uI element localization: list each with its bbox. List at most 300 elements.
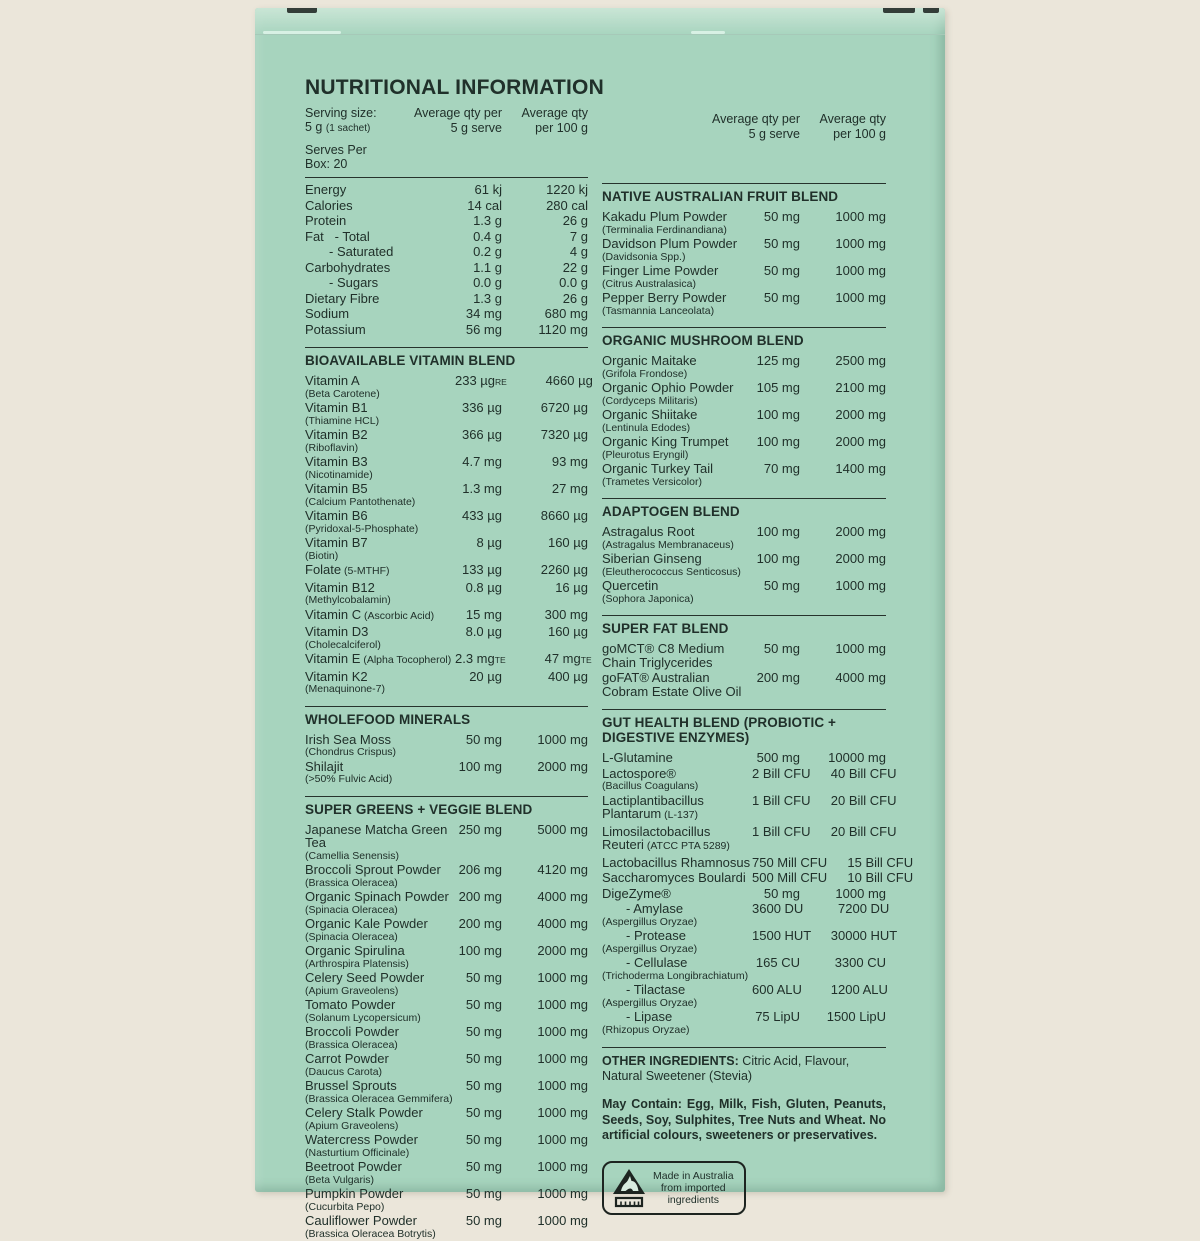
qty-per-100g-value: 26 g — [502, 214, 588, 228]
qty-per-serve-value: 2.3 mgTE — [455, 652, 506, 668]
section-rows — [305, 823, 588, 1241]
qty-per-100g-value: 400 µg — [502, 670, 588, 684]
nutrient-name-note: (5-MTHF) — [341, 565, 389, 577]
qty-per-100g-value: 2500 mg — [800, 354, 886, 368]
nutrient-name: Pumpkin Powder (Cucurbita Pepo) — [305, 1187, 455, 1212]
flap-shadow-notch — [883, 8, 915, 13]
qty-per-100g-value: 160 µg — [502, 536, 588, 550]
nutrient-row — [305, 401, 588, 428]
qty-per-serve-value: 0.0 g — [455, 276, 502, 290]
qty-per-100g-value: 1500 LipU — [800, 1010, 886, 1024]
qty-per-serve-value: 2 Bill CFU — [752, 767, 811, 781]
nutrient-name: Energy — [305, 183, 455, 197]
divider — [602, 327, 886, 328]
qty-per-100g-value: 1000 mg — [800, 642, 886, 656]
nutrient-row — [305, 1214, 588, 1241]
nutrient-name: goFAT® Australian Cobram Estate Olive Oil — [602, 671, 752, 698]
nutrient-row — [305, 652, 588, 670]
nutrient-name: Organic Spirulina (Arthrospira Platensis) — [305, 944, 455, 969]
nutrient-row — [305, 1160, 588, 1187]
nutrient-row — [305, 536, 588, 563]
nutrient-name: - Protease (Aspergillus Oryzae) — [602, 929, 752, 954]
nutrient-name: Celery Stalk Powder (Apium Graveolens) — [305, 1106, 455, 1131]
qty-per-serve-value: 100 mg — [752, 552, 800, 566]
nutrient-row — [305, 1187, 588, 1214]
qty-per-serve-value: 50 mg — [455, 971, 502, 985]
divider — [305, 796, 588, 797]
nutrient-name: Limosilactobacillus Reuteri (ATCC PTA 5289) — [602, 825, 752, 854]
qty-per-serve-value: 50 mg — [455, 1079, 502, 1093]
nutrition-section — [602, 498, 886, 606]
allergen-statement: May Contain: Egg, Milk, Fish, Gluten, Peanuts, Seeds, Soy, Sulphites, Tree Nuts and Wheat. No artificial colours, sweeteners or preservatives. — [602, 1097, 886, 1144]
nutrient-row — [305, 261, 588, 277]
nutrient-row — [305, 1133, 588, 1160]
qty-per-100g-value: 1000 mg — [502, 1187, 588, 1201]
qty-per-serve-value: 50 mg — [752, 210, 800, 224]
nutrient-row — [602, 642, 886, 671]
qty-per-serve-value: 100 mg — [455, 760, 502, 774]
qty-per-serve-value: 8.0 µg — [455, 625, 502, 639]
qty-per-100g-value: 2000 mg — [800, 525, 886, 539]
qty-per-100g-value: 93 mg — [502, 455, 588, 469]
divider — [602, 183, 886, 184]
qty-per-100g-value: 1000 mg — [502, 733, 588, 747]
other-ingredients — [602, 1054, 886, 1084]
nutrient-name: Dietary Fibre — [305, 292, 455, 306]
qty-per-serve-value: 0.2 g — [455, 245, 502, 259]
nutrient-name: Astragalus Root (Astragalus Membranaceus) — [602, 525, 752, 550]
nutrient-row — [602, 983, 886, 1010]
nutrient-botanical-name: (Trametes Versicolor) — [602, 477, 752, 488]
qty-per-serve-value: 250 mg — [455, 823, 502, 837]
divider — [602, 615, 886, 616]
nutrient-name: Vitamin B5 (Calcium Pantothenate) — [305, 482, 455, 507]
qty-per-serve-value: 75 LipU — [752, 1010, 800, 1024]
nutrient-name: - Cellulase (Trichoderma Longibrachiatum) — [602, 956, 752, 981]
qty-per-serve-value: 433 µg — [455, 509, 502, 523]
qty-per-serve-value: 61 kj — [455, 183, 502, 197]
qty-per-serve-value: 500 Mill CFU — [752, 871, 827, 885]
qty-per-100g-value: 1000 mg — [800, 237, 886, 251]
nutrient-row — [602, 902, 886, 929]
nutrient-botanical-name: (Trichoderma Longibrachiatum) — [602, 971, 752, 982]
qty-per-100g-value: 16 µg — [502, 581, 588, 595]
qty-per-100g-value: 7320 µg — [502, 428, 588, 442]
unit-suffix: TE — [495, 655, 506, 665]
nutrient-name: Fat - Total — [305, 230, 455, 244]
nutrient-name: Brussel Sprouts (Brassica Oleracea Gemmifera) — [305, 1079, 455, 1104]
nutrient-botanical-name: (Brassica Oleracea Botrytis) — [305, 1229, 455, 1240]
nutrient-name: Vitamin B12 (Methylcobalamin) — [305, 581, 455, 606]
nutrient-name: Broccoli Sprout Powder (Brassica Oleracea) — [305, 863, 455, 888]
nutrient-botanical-name: (Pyridoxal-5-Phosphate) — [305, 524, 455, 535]
nutrient-name: Beetroot Powder (Beta Vulgaris) — [305, 1160, 455, 1185]
qty-per-100g-value: 300 mg — [502, 608, 588, 622]
nutrition-section — [305, 706, 588, 787]
qty-per-100g-value: 10000 mg — [800, 751, 886, 765]
qty-per-serve-value: 233 µgRE — [455, 374, 507, 390]
nutrient-name: Vitamin E (Alpha Tocopherol) — [305, 652, 455, 668]
qty-per-100g-value: 4660 µg — [507, 374, 593, 388]
section-title: ADAPTOGEN BLEND — [602, 504, 886, 519]
nutrient-name: Vitamin D3 (Cholecalciferol) — [305, 625, 455, 650]
nutrition-section — [305, 177, 588, 338]
qty-per-serve-value: 0.4 g — [455, 230, 502, 244]
unit-suffix: TE — [581, 655, 592, 665]
nutrient-row — [305, 323, 588, 339]
right-column — [602, 8, 886, 1215]
section-title: SUPER GREENS + VEGGIE BLEND — [305, 802, 588, 817]
nutrient-name: Saccharomyces Boulardi — [602, 871, 752, 885]
nutrition-section — [602, 327, 886, 489]
nutrient-row — [305, 292, 588, 308]
qty-per-100g-value: 22 g — [502, 261, 588, 275]
nutrient-row — [602, 871, 886, 887]
nutrient-name: Japanese Matcha Green Tea (Camellia Senensis) — [305, 823, 455, 862]
qty-per-100g-header: Average qty per 100 g — [800, 112, 886, 142]
qty-per-100g-value: 1000 mg — [502, 1106, 588, 1120]
nutrient-botanical-name: (Biotin) — [305, 551, 455, 562]
other-ingredients-text: Citric Acid, Flavour, Natural Sweetener (Stevia) — [602, 1054, 849, 1083]
qty-per-100g-value: 47 mgTE — [506, 652, 592, 668]
nutrient-row — [305, 1052, 588, 1079]
section-rows — [305, 374, 588, 697]
qty-per-100g-value: 1000 mg — [502, 1079, 588, 1093]
section-rows — [602, 525, 886, 606]
nutrient-name: Organic Ophio Powder (Cordyceps Militaris) — [602, 381, 752, 406]
nutrient-name: Tomato Powder (Solanum Lycopersicum) — [305, 998, 455, 1023]
qty-per-serve-value: 125 mg — [752, 354, 800, 368]
qty-per-100g-value: 2260 µg — [502, 563, 588, 577]
qty-per-100g-value: 3300 CU — [800, 956, 886, 970]
nutrient-name: Organic Maitake (Grifola Frondose) — [602, 354, 752, 379]
divider — [305, 177, 588, 178]
nutrient-row — [305, 1025, 588, 1052]
qty-per-serve-value: 336 µg — [455, 401, 502, 415]
nutrient-name: Vitamin B2 (Riboflavin) — [305, 428, 455, 453]
nutrient-botanical-name: (Bacillus Coagulans) — [602, 781, 752, 792]
nutrient-name: Shilajit (>50% Fulvic Acid) — [305, 760, 455, 785]
qty-per-serve-value: 3600 DU — [752, 902, 803, 916]
panel-title: NUTRITIONAL INFORMATION — [305, 76, 588, 100]
table-header-left — [305, 106, 588, 168]
qty-per-serve-value: 1.3 mg — [455, 482, 502, 496]
nutrient-botanical-name: (Terminalia Ferdinandiana) — [602, 225, 752, 236]
qty-per-serve-value: 750 Mill CFU — [752, 856, 827, 870]
nutrient-botanical-name: (Camellia Senensis) — [305, 851, 455, 862]
nutrient-row — [305, 1079, 588, 1106]
qty-per-100g-value: 20 Bill CFU — [811, 825, 897, 839]
nutrient-row — [305, 199, 588, 215]
qty-per-serve-value: 165 CU — [752, 956, 800, 970]
section-rows — [305, 183, 588, 338]
nutrient-row — [602, 237, 886, 264]
qty-per-serve-value: 50 mg — [455, 1160, 502, 1174]
nutrient-name: Vitamin B7 (Biotin) — [305, 536, 455, 561]
qty-per-100g-value: 2000 mg — [800, 552, 886, 566]
nutrition-section — [602, 183, 886, 318]
qty-per-serve-value: 50 mg — [455, 1052, 502, 1066]
nutrient-botanical-name: (Daucus Carota) — [305, 1067, 455, 1078]
nutrient-name: Calories — [305, 199, 455, 213]
section-rows — [602, 210, 886, 318]
nutrient-botanical-name: (Arthrospira Platensis) — [305, 959, 455, 970]
qty-per-serve-value: 50 mg — [752, 642, 800, 656]
qty-per-serve-value: 133 µg — [455, 563, 502, 577]
qty-per-serve-value: 100 mg — [752, 525, 800, 539]
nutrient-name-note: (L-137) — [661, 809, 698, 821]
nutrient-name: Folate (5-MTHF) — [305, 563, 455, 579]
qty-per-serve-value: 600 ALU — [752, 983, 802, 997]
divider — [602, 709, 886, 710]
other-ingredients-label: OTHER INGREDIENTS: — [602, 1054, 739, 1068]
nutrient-name: Vitamin B3 (Nicotinamide) — [305, 455, 455, 480]
nutrient-row — [602, 767, 886, 794]
qty-per-serve-value: 1.3 g — [455, 292, 502, 306]
nutrient-botanical-name: (Menaquinone-7) — [305, 684, 455, 695]
nutrition-section — [305, 796, 588, 1241]
qty-per-100g-value: 40 Bill CFU — [811, 767, 897, 781]
nutrient-botanical-name: (Sophora Japonica) — [602, 594, 752, 605]
nutrient-row — [305, 863, 588, 890]
qty-per-100g-value: 1000 mg — [502, 998, 588, 1012]
qty-per-serve-value: 14 cal — [455, 199, 502, 213]
qty-per-100g-value: 4000 mg — [502, 917, 588, 931]
nutrient-row — [602, 408, 886, 435]
qty-per-100g-value: 1000 mg — [800, 887, 886, 901]
qty-per-100g-value: 8660 µg — [502, 509, 588, 523]
nutrient-name: DigeZyme® — [602, 887, 752, 901]
nutrient-name: Watercress Powder (Nasturtium Officinale) — [305, 1133, 455, 1158]
nutrient-name: Quercetin (Sophora Japonica) — [602, 579, 752, 604]
serving-size-label: Serving size: 5 g (1 sachet) — [305, 106, 400, 136]
nutrient-botanical-name: (Thiamine HCL) — [305, 416, 455, 427]
australian-made-icon — [612, 1168, 646, 1208]
qty-per-100g-value: 1200 ALU — [802, 983, 888, 997]
nutrient-row — [602, 435, 886, 462]
nutrient-botanical-name: (Spinacia Oleracea) — [305, 905, 455, 916]
nutrient-botanical-name: (Brassica Oleracea) — [305, 878, 455, 889]
nutrient-name: - Tilactase (Aspergillus Oryzae) — [602, 983, 752, 1008]
nutrition-section — [305, 347, 588, 697]
qty-per-serve-header: Average qty per 5 g serve — [400, 106, 502, 136]
qty-per-serve-value: 1500 HUT — [752, 929, 811, 943]
nutrient-name: Lactobacillus Rhamnosus — [602, 856, 752, 870]
badge-text: Made in Australia from imported ingredients — [653, 1170, 734, 1206]
left-column — [305, 8, 588, 1241]
qty-per-100g-value: 4000 mg — [502, 890, 588, 904]
nutrient-botanical-name: (Grifola Frondose) — [602, 369, 752, 380]
table-header-right — [602, 112, 886, 174]
nutrient-name: Sodium — [305, 307, 455, 321]
nutrient-botanical-name: (Apium Graveolens) — [305, 986, 455, 997]
nutrient-row — [305, 183, 588, 199]
qty-per-100g-value: 1000 mg — [502, 1214, 588, 1228]
product-box-back-panel — [255, 8, 945, 1192]
qty-per-serve-value: 0.8 µg — [455, 581, 502, 595]
qty-per-serve-value: 50 mg — [752, 291, 800, 305]
qty-per-100g-value: 2000 mg — [502, 760, 588, 774]
nutrient-botanical-name: (Beta Carotene) — [305, 389, 455, 400]
nutrient-botanical-name: (Astragalus Membranaceus) — [602, 540, 752, 551]
flap-shadow-notch — [923, 8, 939, 13]
nutrient-name: Vitamin A (Beta Carotene) — [305, 374, 455, 399]
nutrient-row — [305, 428, 588, 455]
qty-per-serve-value: 56 mg — [455, 323, 502, 337]
nutrient-name: - Lipase (Rhizopus Oryzae) — [602, 1010, 752, 1035]
nutrient-row — [305, 307, 588, 323]
nutrient-row — [602, 856, 886, 872]
nutrient-name: Celery Seed Powder (Apium Graveolens) — [305, 971, 455, 996]
qty-per-serve-value: 70 mg — [752, 462, 800, 476]
nutrient-botanical-name: (Davidsonia Spp.) — [602, 252, 752, 263]
qty-per-serve-value: 8 µg — [455, 536, 502, 550]
nutrient-row — [305, 1106, 588, 1133]
divider — [602, 498, 886, 499]
nutrient-row — [602, 794, 886, 825]
nutrient-botanical-name: (Cucurbita Pepo) — [305, 1202, 455, 1213]
nutrient-row — [305, 214, 588, 230]
qty-per-serve-value: 1 Bill CFU — [752, 825, 811, 839]
nutrient-name: Organic Spinach Powder (Spinacia Oleracea) — [305, 890, 455, 915]
nutrient-botanical-name: (Eleutherococcus Senticosus) — [602, 567, 752, 578]
nutrient-botanical-name: (Methylcobalamin) — [305, 595, 455, 606]
qty-per-100g-value: 7 g — [502, 230, 588, 244]
serving-size-note: (1 sachet) — [326, 123, 370, 134]
nutrient-name: Vitamin C (Ascorbic Acid) — [305, 608, 455, 624]
nutrient-botanical-name: (Riboflavin) — [305, 443, 455, 454]
section-title: ORGANIC MUSHROOM BLEND — [602, 333, 886, 348]
nutrient-row — [305, 230, 588, 246]
qty-per-100g-value: 30000 HUT — [811, 929, 897, 943]
nutrient-row — [602, 825, 886, 856]
nutrient-botanical-name: (Apium Graveolens) — [305, 1121, 455, 1132]
section-rows — [602, 642, 886, 700]
qty-per-serve-value: 366 µg — [455, 428, 502, 442]
nutrient-name: Lactospore® (Bacillus Coagulans) — [602, 767, 752, 792]
qty-per-100g-value: 1000 mg — [502, 1052, 588, 1066]
nutrient-botanical-name: (Cholecalciferol) — [305, 640, 455, 651]
nutrient-name: - Sugars — [305, 276, 455, 290]
nutrient-row — [305, 563, 588, 581]
section-rows — [602, 751, 886, 1037]
nutrient-botanical-name: (Beta Vulgaris) — [305, 1175, 455, 1186]
qty-per-serve-value: 200 mg — [455, 917, 502, 931]
qty-per-serve-value: 50 mg — [455, 1187, 502, 1201]
qty-per-100g-value: 4120 mg — [502, 863, 588, 877]
qty-per-100g-value: 1000 mg — [800, 210, 886, 224]
qty-per-serve-value: 50 mg — [752, 887, 800, 901]
section-rows — [602, 354, 886, 489]
nutrient-botanical-name: (Pleurotus Eryngil) — [602, 450, 752, 461]
nutrient-botanical-name: (Aspergillus Oryzae) — [602, 917, 752, 928]
nutrient-row — [602, 552, 886, 579]
left-sections — [305, 177, 588, 1241]
nutrient-botanical-name: (Tasmannia Lanceolata) — [602, 306, 752, 317]
nutrient-name: Siberian Ginseng (Eleutherococcus Senticosus) — [602, 552, 752, 577]
qty-per-100g-value: 1000 mg — [800, 264, 886, 278]
nutrient-name: Irish Sea Moss (Chondrus Crispus) — [305, 733, 455, 758]
made-in-australia-badge — [602, 1161, 746, 1215]
nutrient-row — [305, 760, 588, 787]
qty-per-serve-value: 50 mg — [455, 1025, 502, 1039]
nutrient-botanical-name: (>50% Fulvic Acid) — [305, 774, 455, 785]
nutrient-row — [305, 944, 588, 971]
nutrient-name: Vitamin K2 (Menaquinone-7) — [305, 670, 455, 695]
qty-per-100g-value: 4000 mg — [800, 671, 886, 685]
qty-per-serve-value: 50 mg — [455, 1106, 502, 1120]
qty-per-100g-value: 26 g — [502, 292, 588, 306]
qty-per-serve-value: 105 mg — [752, 381, 800, 395]
nutrient-row — [602, 579, 886, 606]
qty-per-100g-value: 160 µg — [502, 625, 588, 639]
nutrient-row — [305, 625, 588, 652]
nutrient-name: Lactiplantibacillus Plantarum (L-137) — [602, 794, 752, 823]
qty-per-100g-value: 2000 mg — [800, 408, 886, 422]
nutrient-name: Davidson Plum Powder (Davidsonia Spp.) — [602, 237, 752, 262]
nutrient-botanical-name: (Nicotinamide) — [305, 470, 455, 481]
nutrient-botanical-name: (Brassica Oleracea) — [305, 1040, 455, 1051]
qty-per-100g-value: 280 cal — [502, 199, 588, 213]
nutrient-botanical-name: (Lentinula Edodes) — [602, 423, 752, 434]
nutrient-name: Carrot Powder (Daucus Carota) — [305, 1052, 455, 1077]
section-title: GUT HEALTH BLEND (PROBIOTIC + DIGESTIVE ENZYMES) — [602, 715, 886, 745]
nutrient-row — [602, 291, 886, 318]
nutrient-botanical-name: (Chondrus Crispus) — [305, 747, 455, 758]
nutrient-botanical-name: (Spinacia Oleracea) — [305, 932, 455, 943]
qty-per-serve-value: 4.7 mg — [455, 455, 502, 469]
nutrient-name: Pepper Berry Powder (Tasmannia Lanceolata) — [602, 291, 752, 316]
qty-per-serve-value: 15 mg — [455, 608, 502, 622]
nutrient-row — [305, 482, 588, 509]
nutrient-row — [305, 374, 588, 401]
qty-per-serve-value: 100 mg — [752, 435, 800, 449]
nutrient-row — [305, 245, 588, 261]
nutrient-name-note: (Alpha Tocopherol) — [360, 654, 451, 666]
qty-per-100g-value: 1000 mg — [502, 1133, 588, 1147]
qty-per-100g-value: 1000 mg — [502, 971, 588, 985]
qty-per-serve-header: Average qty per 5 g serve — [697, 112, 800, 142]
qty-per-serve-value: 50 mg — [752, 579, 800, 593]
nutrient-name: Protein — [305, 214, 455, 228]
nutrient-botanical-name: (Solanum Lycopersicum) — [305, 1013, 455, 1024]
qty-per-100g-value: 1000 mg — [502, 1160, 588, 1174]
nutrient-row — [602, 929, 886, 956]
section-title: NATIVE AUSTRALIAN FRUIT BLEND — [602, 189, 886, 204]
nutrient-row — [305, 608, 588, 626]
nutrient-row — [602, 956, 886, 983]
qty-per-100g-value: 1120 mg — [502, 323, 588, 337]
qty-per-100g-value: 27 mg — [502, 482, 588, 496]
nutrient-row — [305, 823, 588, 864]
qty-per-serve-value: 50 mg — [455, 1214, 502, 1228]
nutrition-section — [602, 615, 886, 700]
nutrient-name: Organic King Trumpet (Pleurotus Eryngil) — [602, 435, 752, 460]
nutrient-name: Carbohydrates — [305, 261, 455, 275]
qty-per-serve-value: 200 mg — [455, 890, 502, 904]
qty-per-100g-value: 5000 mg — [502, 823, 588, 837]
nutrient-row — [305, 917, 588, 944]
qty-per-100g-value: 2100 mg — [800, 381, 886, 395]
nutrient-row — [602, 1010, 886, 1037]
divider — [602, 1047, 886, 1048]
qty-per-serve-value: 1.1 g — [455, 261, 502, 275]
nutrient-row — [602, 462, 886, 489]
nutrient-botanical-name: (Rhizopus Oryzae) — [602, 1025, 752, 1036]
section-title: WHOLEFOOD MINERALS — [305, 712, 588, 727]
qty-per-100g-value: 10 Bill CFU — [827, 871, 913, 885]
qty-per-serve-value: 206 mg — [455, 863, 502, 877]
